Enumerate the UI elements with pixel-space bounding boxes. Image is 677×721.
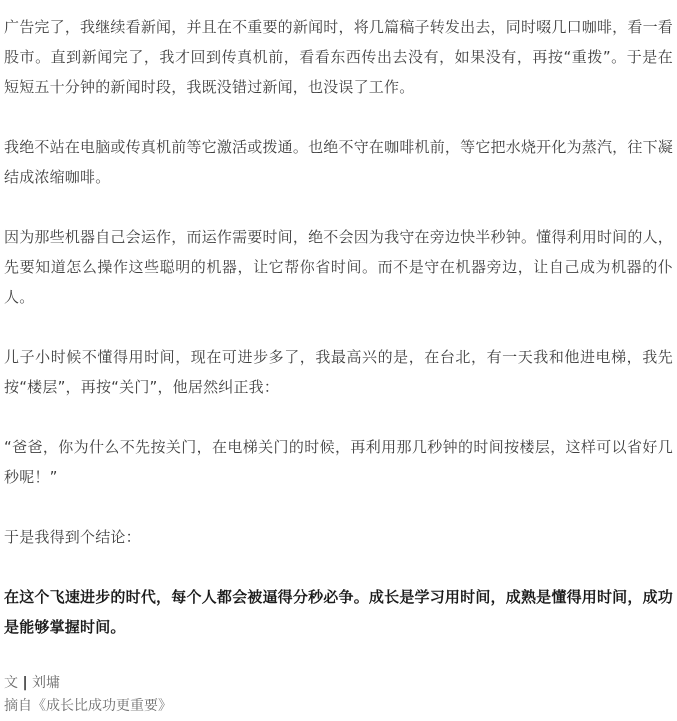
- credit-author: 刘墉: [32, 675, 61, 691]
- paragraph-conclusion: 在这个飞速进步的时代，每个人都会被逼得分秒必争。成长是学习用时间，成熟是懂得用时间，成功是能够掌握时间。: [4, 588, 673, 636]
- source-credit: 摘自《成长比成功更重要》: [4, 698, 172, 714]
- paragraph-quote: “爸爸，你为什么不先按关门，在电梯关门的时候，再利用那几秒钟的时间按楼层，这样可以省好几秒呢！”: [4, 438, 673, 486]
- paragraph-news-break: 广告完了，我继续看新闻，并且在不重要的新闻时，将几篇稿子转发出去，同时啜几口咖啡，看一看股市。直到新闻完了，我才回到传真机前，看看东西传出去没有，如果没有，再按“重拨”。于是在短短五十分钟的新闻时段，我既没错过新闻，也没误了工作。: [4, 18, 673, 96]
- credit-prefix: 文: [4, 675, 18, 691]
- paragraph-son-elevator: 儿子小时候不懂得用时间，现在可进步多了，我最高兴的是，在台北，有一天我和他进电梯，我先按“楼层”，再按“关门”，他居然纠正我：: [4, 348, 673, 396]
- paragraph-conclusion-intro: 于是我得到个结论：: [4, 528, 141, 546]
- paragraph-no-waiting: 我绝不站在电脑或传真机前等它激活或拨通。也绝不守在咖啡机前，等它把水烧开化为蒸汽，往下凝结成浓缩咖啡。: [4, 138, 673, 186]
- author-credit: [4, 672, 673, 695]
- paragraph-machines: 因为那些机器自己会运作，而运作需要时间，绝不会因为我守在旁边快半秒钟。懂得利用时间的人，先要知道怎么操作这些聪明的机器，让它帮你省时间。而不是守在机器旁边，让自己成为机器的仆人。: [4, 228, 673, 306]
- credit-separator: |: [22, 675, 28, 691]
